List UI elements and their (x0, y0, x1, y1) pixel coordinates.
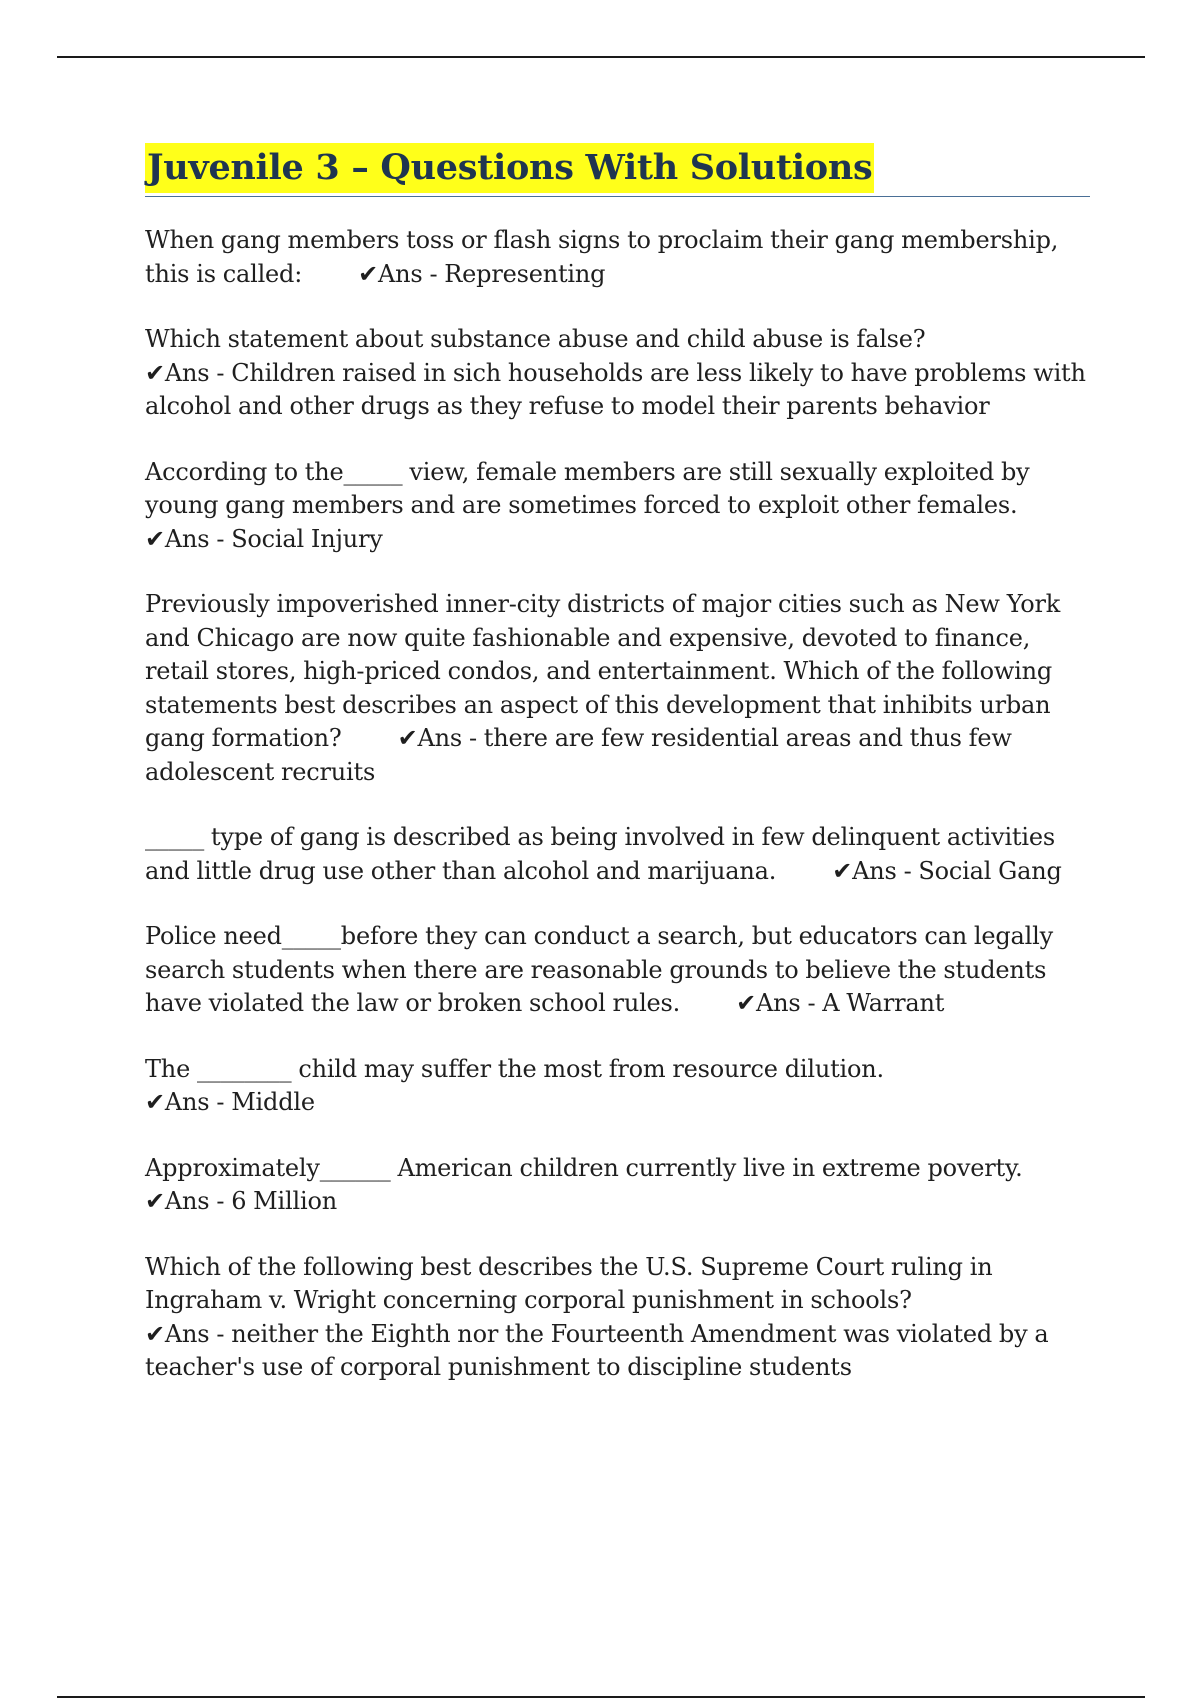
answer-prefix: ✔Ans - (145, 358, 232, 387)
answer-prefix: ✔Ans - (832, 856, 919, 885)
question-text: Police need_____before they can conduct a search, but educators can legally search students when there are reasonable grounds to believe the students have violated the law or broken school rules. (145, 922, 1053, 1017)
qa-item-7 (145, 1053, 1090, 1120)
question-text: Previously impoverished inner-city districts of major cities such as New York and Chicago are now quite fashionable and expensive, devoted to finance, retail stores, high-priced condos, and entertainment. Which of the following statements best describes an aspect of this development that inhibits urban gang formation? (145, 590, 1061, 752)
question-text: Which statement about substance abuse and child abuse is false? (145, 325, 926, 353)
page-top-rule (57, 56, 1145, 58)
document-title: Juvenile 3 – Questions With Solutions (145, 143, 874, 193)
answer-prefix: ✔Ans - (145, 1187, 232, 1215)
answer-prefix: ✔Ans - (145, 1319, 232, 1348)
question-text: Which of the following best describes the U.S. Supreme Court ruling in Ingraham v. Wright concerning corporal punishment in schools? (145, 1252, 993, 1314)
question-text: _____ type of gang is described as being involved in few delinquent activities and little drug use other than alcohol and marijuana. (145, 823, 1055, 885)
answer-text: Social Injury (231, 524, 383, 553)
qa-item-2 (145, 323, 1090, 424)
qa-item-9 (145, 1251, 1090, 1385)
answer-text: Social Gang (918, 856, 1062, 885)
document-body (145, 143, 1090, 1417)
qa-item-6 (145, 920, 1090, 1021)
answer-text: neither the Eighth nor the Fourteenth Amendment was violated by a teacher's use of corporal punishment to discipline students (145, 1319, 1049, 1381)
page-bottom-rule (57, 1696, 1145, 1698)
qa-item-1 (145, 224, 1090, 291)
qa-item-3 (145, 456, 1090, 557)
question-text: When gang members toss or flash signs to proclaim their gang membership, this is called: (145, 226, 1059, 288)
answer-prefix: ✔Ans - (145, 1088, 232, 1116)
answer-prefix: ✔Ans - (145, 524, 232, 553)
qa-item-8 (145, 1152, 1090, 1219)
answer-text: Children raised in sich households are less likely to have problems with alcohol and other drugs as they refuse to model their parents behavior (145, 358, 1086, 420)
answer-text: 6 Million (231, 1187, 337, 1215)
title-block (145, 143, 1090, 197)
answer-prefix: ✔Ans - (358, 259, 445, 288)
answer-text: A Warrant (822, 989, 945, 1017)
question-text: Approximately______ American children currently live in extreme poverty. (145, 1153, 1023, 1182)
answer-text: Representing (444, 259, 606, 288)
answer-text: there are few residential areas and thus few adolescent recruits (145, 724, 1012, 786)
answer-prefix: ✔Ans - (397, 724, 484, 752)
question-text: The ________ child may suffer the most from resource dilution. (145, 1054, 884, 1083)
question-text: According to the_____ view, female members are still sexually exploited by young gang members and are sometimes forced to exploit other females. (145, 457, 1030, 519)
qa-list (145, 224, 1090, 1385)
answer-text: Middle (231, 1088, 315, 1116)
qa-item-5 (145, 821, 1090, 888)
answer-prefix: ✔Ans - (736, 989, 823, 1017)
qa-item-4 (145, 588, 1090, 789)
